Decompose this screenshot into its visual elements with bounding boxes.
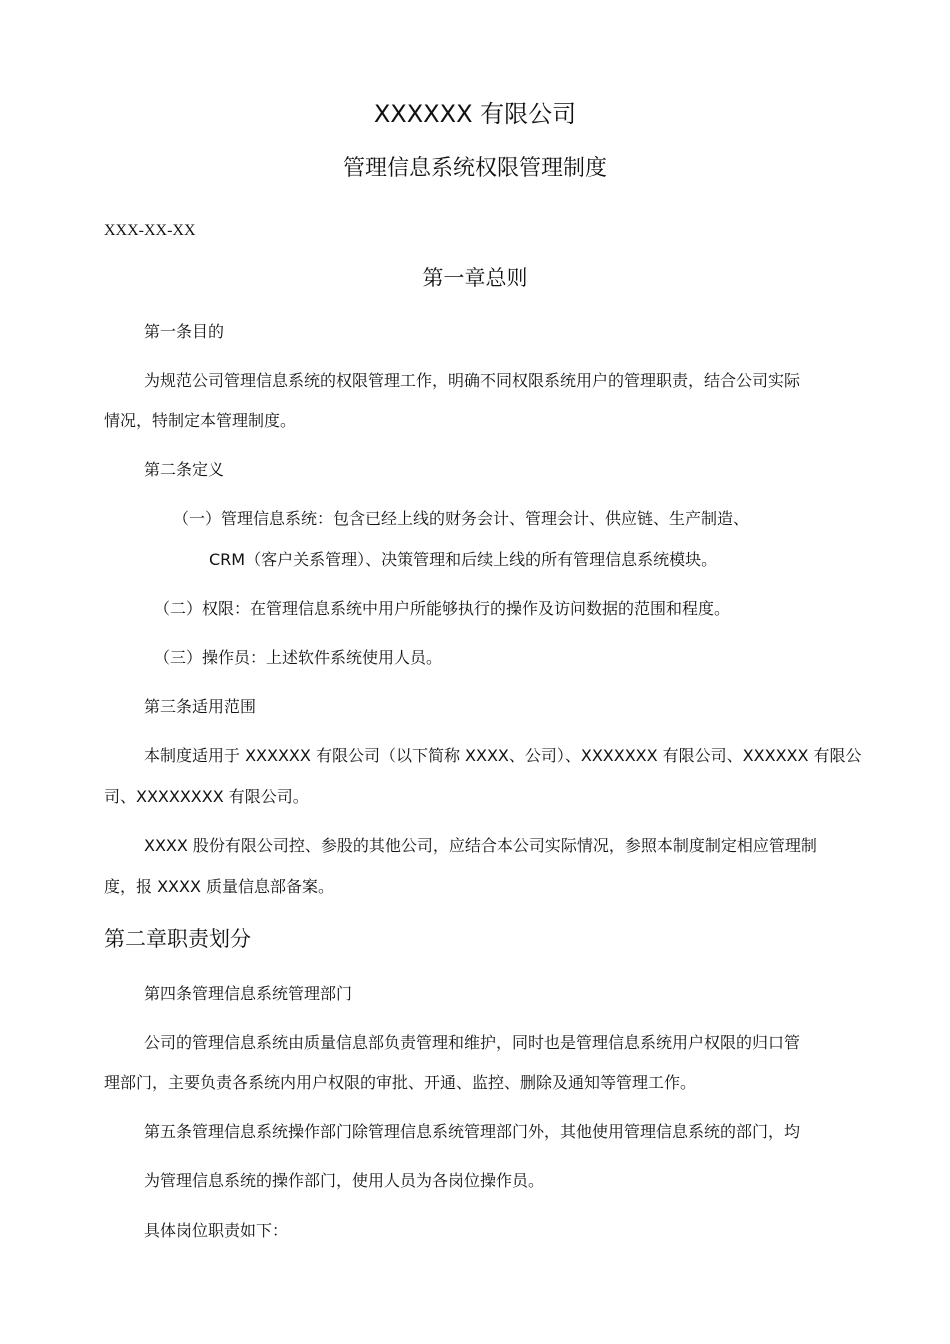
document-title: 管理信息系统权限管理制度 [342, 156, 607, 181]
article-3-para-1-line-2: 司、XXXXXXXX 有限公司。 [104, 787, 309, 806]
article-1-text-line-1: 为规范公司管理信息系统的权限管理工作，明确不同权限系统用户的管理职责，结合公司实际 [144, 371, 801, 390]
chapter-2-heading: 第二章职责划分 [104, 927, 251, 951]
article-3-para-2-line-1: XXXX 股份有限公司控、参股的其他公司，应结合本公司实际情况，参照本制度制定相应管理制 [144, 836, 817, 855]
definition-1-line-1: （一）管理信息系统：包含已经上线的财务会计、管理会计、供应链、生产制造、 [173, 509, 750, 528]
article-3-heading: 第三条适用范围 [144, 697, 257, 716]
article-3-para-1-line-1: 本制度适用于 XXXXXX 有限公司（以下简称 XXXX、公司）、XXXXXXX 有限公司、XXXXXX 有限公 [144, 746, 862, 765]
duties-intro: 具体岗位职责如下： [144, 1221, 289, 1240]
article-4-heading: 第四条管理信息系统管理部门 [144, 984, 353, 1003]
article-4-text-line-1: 公司的管理信息系统由质量信息部负责管理和维护，同时也是管理信息系统用户权限的归口管 [144, 1033, 801, 1052]
definition-2: （二）权限：在管理信息系统中用户所能够执行的操作及访问数据的范围和程度。 [154, 599, 731, 618]
company-title: XXXXXX 有限公司 [373, 100, 577, 128]
article-1-text-line-2: 情况，特制定本管理制度。 [104, 411, 297, 430]
article-2-heading: 第二条定义 [144, 460, 225, 479]
article-4-text-line-2: 理部门，主要负责各系统内用户权限的审批、开通、监控、删除及通知等管理工作。 [104, 1073, 697, 1092]
definition-1-line-2: CRM（客户关系管理）、决策管理和后续上线的所有管理信息系统模块。 [209, 550, 718, 569]
article-1-heading: 第一条目的 [144, 322, 225, 341]
article-5-text-line-1: 第五条管理信息系统操作部门除管理信息系统管理部门外，其他使用管理信息系统的部门，均 [144, 1122, 801, 1141]
article-3-para-2-line-2: 度，报 XXXX 质量信息部备案。 [104, 877, 335, 896]
article-5-text-line-2: 为管理信息系统的操作部门，使用人员为各岗位操作员。 [144, 1171, 545, 1190]
chapter-1-heading: 第一章总则 [422, 266, 528, 290]
definition-3: （三）操作员：上述软件系统使用人员。 [154, 648, 443, 667]
document-date: XXX-XX-XX [104, 222, 196, 239]
